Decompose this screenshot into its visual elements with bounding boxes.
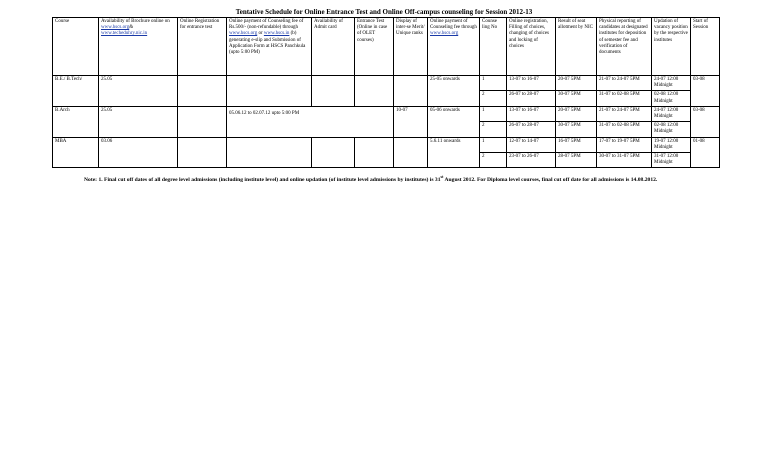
note-text-2: August 2012. For Diploma level courses, final cut off date for all admissions is 14.08.2012. bbox=[443, 176, 658, 183]
reporting-cell: 31-07 to 02-08 5PM bbox=[597, 122, 652, 137]
admit-card-cell bbox=[312, 137, 355, 168]
table-row bbox=[53, 137, 720, 152]
availability-amp: & bbox=[129, 25, 134, 31]
registration-test-cell bbox=[178, 137, 227, 168]
counseling-no-cell: 2 bbox=[480, 122, 507, 137]
barch-payment-window-text: 05.06.12 to 02.07.12 upto 5:00 PM bbox=[229, 110, 300, 116]
registration-cell: 23-07 to 26-07 bbox=[507, 153, 556, 168]
updation-cell: 24-07 12:00 Midnight bbox=[652, 106, 691, 121]
display-cell: 10-07 bbox=[394, 106, 428, 137]
updation-cell: 02-08 12:00 Midnight bbox=[652, 91, 691, 106]
header-physical-reporting: Physical reporting of candidates at designated institutes for deposition of semester fee and verification of documents bbox=[597, 18, 652, 76]
availability-cell: 25.05 bbox=[99, 106, 178, 137]
entrance-test-cell bbox=[355, 137, 394, 168]
result-cell: 20-07 5PM bbox=[556, 76, 597, 91]
note-sup: st bbox=[440, 174, 444, 179]
header-payment bbox=[227, 18, 312, 76]
barch-payment-window bbox=[227, 106, 394, 137]
start-cell: 01-08 bbox=[691, 137, 720, 168]
result-cell: 30-07 5PM bbox=[556, 91, 597, 106]
updation-cell: 19-07 12:00 Midnight bbox=[652, 137, 691, 152]
counseling-no-cell: 1 bbox=[480, 76, 507, 91]
header-display-ranks: Display of inter-se Merit/ Unique ranks bbox=[394, 18, 428, 76]
updation-cell: 02-08 12:00 Midnight bbox=[652, 122, 691, 137]
course-cell: MBA bbox=[53, 137, 99, 168]
registration-cell: 26-07 to 28-07 bbox=[507, 91, 556, 106]
start-cell: 03-08 bbox=[691, 106, 720, 137]
availability-text: Availability of Brochure online on bbox=[101, 19, 170, 24]
header-updation: Updation of vacancy position by the respective institutes bbox=[652, 18, 691, 76]
availability-cell: 25.05 bbox=[99, 76, 178, 107]
reporting-cell: 31-07 to 02-08 5PM bbox=[597, 91, 652, 106]
updation-cell: 24-07 12:00 Midnight bbox=[652, 76, 691, 91]
header-registration: Online registration, Filling of choices, changing of choices and locking of choices bbox=[507, 18, 556, 76]
online-payment-cell: 5.6.11 onwards bbox=[428, 137, 480, 168]
header-start-session: Start of Session bbox=[691, 18, 720, 76]
payment-cell bbox=[227, 76, 312, 107]
result-cell: 30-07 5PM bbox=[556, 122, 597, 137]
payment-text-2: (b) generating e-slip and Submission of Application Form at HSCS Panchkula (upto 5:00 PM) bbox=[229, 31, 306, 56]
header-counseling-no: Counse ling No bbox=[480, 18, 507, 76]
reporting-cell: 30-07 to 31-07 5PM bbox=[597, 153, 652, 168]
reporting-cell: 17-07 to 19-07 5PM bbox=[597, 137, 652, 152]
availability-cell: 03.06 bbox=[99, 137, 178, 168]
registration-test-cell bbox=[178, 106, 227, 137]
course-cell: B.E./ B.Tech/ bbox=[53, 76, 99, 107]
document-title: Tentative Schedule for Online Entrance Test and Online Off-campus counseling for Session 2012-13 bbox=[235, 8, 533, 16]
payment-or: or bbox=[258, 31, 264, 37]
registration-cell: 26-07 to 28-07 bbox=[507, 122, 556, 137]
online-payment-link[interactable]: www.hscs.org bbox=[430, 31, 459, 37]
online-payment-cell: 25-05 onwards bbox=[428, 76, 480, 107]
registration-cell: 13-07 to 16-07 bbox=[507, 76, 556, 91]
header-result: Result of seat allotment by NIC bbox=[556, 18, 597, 76]
header-online-payment bbox=[428, 18, 480, 76]
result-cell: 28-07 5PM bbox=[556, 153, 597, 168]
header-availability bbox=[99, 18, 178, 76]
counseling-no-cell: 2 bbox=[480, 153, 507, 168]
payment-cell bbox=[227, 137, 312, 168]
online-payment-cell: 05-06 onwards bbox=[428, 106, 480, 137]
reporting-cell: 21-07 to 24-07 5PM bbox=[597, 76, 652, 91]
display-cell bbox=[394, 137, 428, 168]
note-text-1: Final cut off dates of all degree level admissions (including institute level) and online updation (of institute level admissions by institutes) is 31 bbox=[102, 176, 441, 183]
result-cell: 16-07 5PM bbox=[556, 137, 597, 152]
table-row bbox=[53, 106, 720, 121]
registration-cell: 12-07 to 14-07 bbox=[507, 137, 556, 152]
start-cell: 03-08 bbox=[691, 76, 720, 107]
online-payment-text: Online payment of Counseling fee through bbox=[430, 19, 477, 31]
hscs-org-link[interactable]: www.hscs.org bbox=[101, 25, 130, 31]
display-cell bbox=[394, 76, 428, 107]
table-row bbox=[53, 76, 720, 91]
header-admit-card: Availability of Admit card bbox=[312, 18, 355, 76]
registration-test-cell bbox=[178, 76, 227, 107]
counseling-no-cell: 1 bbox=[480, 106, 507, 121]
payment-hscs-org-link[interactable]: www.hscs.org bbox=[229, 31, 258, 37]
note-label: Note: 1. bbox=[84, 176, 103, 183]
reporting-cell: 21-07 to 24-07 5PM bbox=[597, 106, 652, 121]
admit-card-cell bbox=[312, 76, 355, 107]
entrance-test-cell bbox=[355, 76, 394, 107]
counseling-no-cell: 2 bbox=[480, 91, 507, 106]
updation-cell: 31-07 12:00 Midnight bbox=[652, 153, 691, 168]
techeduhry-link[interactable]: www.techeduhry.nic.in bbox=[101, 31, 148, 37]
header-entrance-test: Entrance Test (Online in case of OLET courses) bbox=[355, 18, 394, 76]
schedule-table bbox=[52, 17, 720, 168]
course-cell: B.Arch bbox=[53, 106, 99, 137]
footnote bbox=[84, 172, 724, 185]
payment-hscs-in-link[interactable]: www.hscs.in bbox=[263, 31, 290, 37]
header-row bbox=[53, 18, 720, 76]
header-course: Course bbox=[53, 18, 99, 76]
registration-cell: 13-07 to 16-07 bbox=[507, 106, 556, 121]
header-online-registration: Online Registration for entrance test bbox=[178, 18, 227, 76]
payment-text-1: Online payment of Counseling fee of Rs.500/- (non-refundable) through bbox=[229, 19, 304, 31]
counseling-no-cell: 1 bbox=[480, 137, 507, 152]
result-cell: 20-07 5PM bbox=[556, 106, 597, 121]
